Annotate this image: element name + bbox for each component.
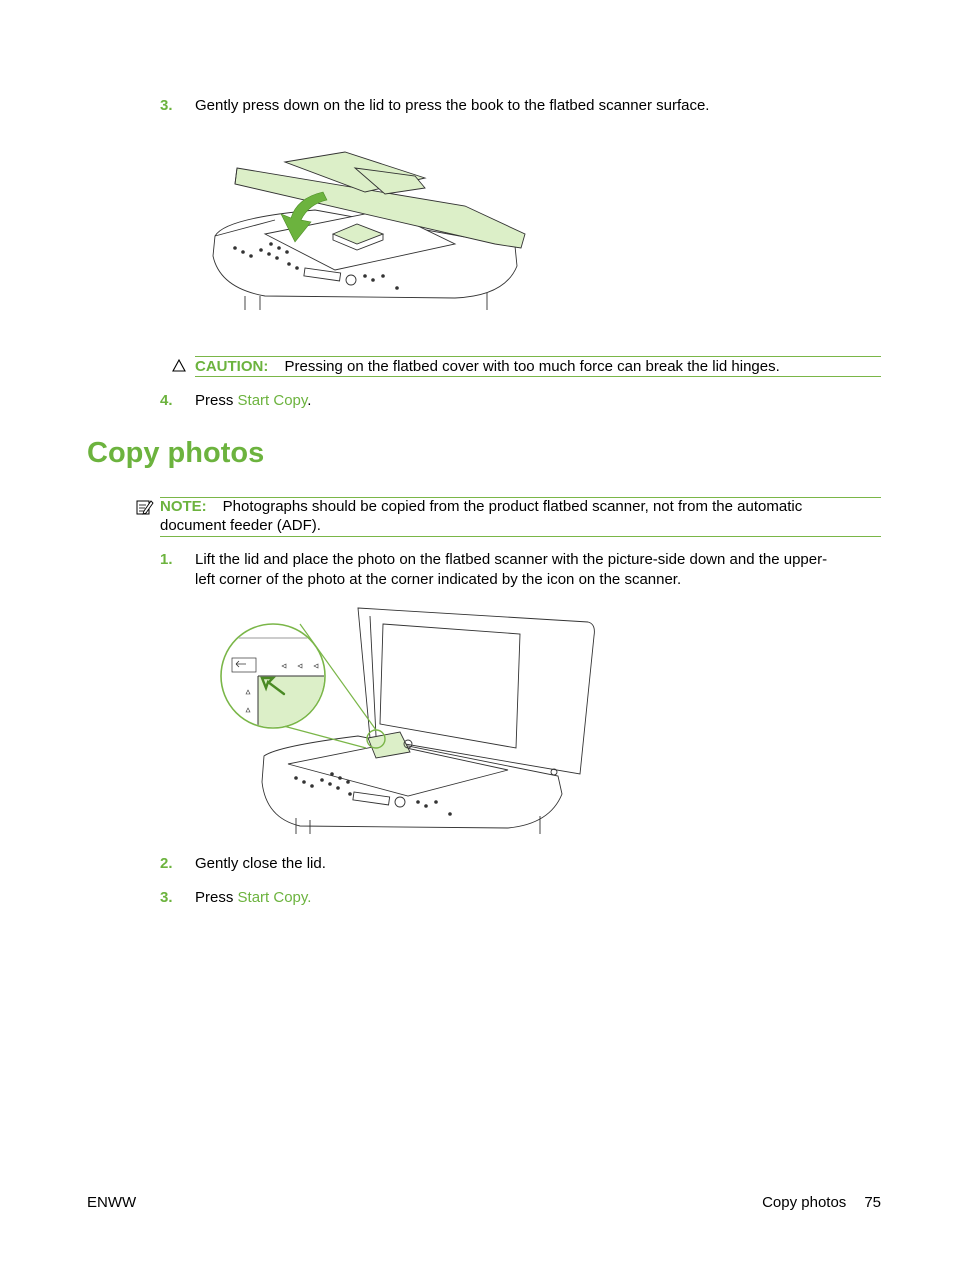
step-text-after: . xyxy=(307,392,312,409)
note-text-1: Photographs should be copied from the product flatbed scanner, not from the automatic xyxy=(222,498,803,515)
section-title: Copy photos xyxy=(87,437,265,469)
caution-triangle-icon xyxy=(172,359,186,372)
step-number: 4. xyxy=(160,392,173,409)
scanner-open-photo-illustration xyxy=(218,606,598,836)
zoom-callout-icon xyxy=(221,624,385,748)
step-number: 1. xyxy=(160,551,173,568)
step-text-line-2: left corner of the photo at the corner indicated by the icon on the scanner. xyxy=(195,571,682,588)
step-text: Gently close the lid. xyxy=(195,855,326,872)
footer-left: ENWW xyxy=(87,1194,137,1211)
start-copy-link: Start Copy xyxy=(237,392,308,409)
step-text: Gently press down on the lid to press the book to the flatbed scanner surface. xyxy=(195,97,710,114)
step-text-before: Press xyxy=(195,889,238,906)
step-text-line-1: Lift the lid and place the photo on the flatbed scanner with the picture-side down and the upper- xyxy=(195,551,828,568)
footer-section: Copy photos xyxy=(762,1194,847,1211)
start-copy-link: Start Copy. xyxy=(237,889,312,906)
caution-text: Pressing on the flatbed cover with too much force can break the lid hinges. xyxy=(284,358,780,375)
note-text-2: document feeder (ADF). xyxy=(160,517,321,534)
step-text xyxy=(195,391,311,411)
step-text-before: Press xyxy=(195,392,238,409)
footer-right xyxy=(762,1193,881,1213)
caution-bottom-rule xyxy=(195,376,881,377)
note-label: NOTE: xyxy=(160,498,207,515)
note-pencil-icon xyxy=(136,499,154,516)
note-line-1 xyxy=(160,497,881,516)
page-number: 75 xyxy=(864,1194,881,1211)
step-number: 2. xyxy=(160,855,173,872)
step-text xyxy=(195,888,311,908)
note-bottom-rule xyxy=(160,536,881,537)
step-number: 3. xyxy=(160,97,173,114)
scanner-lid-press-illustration xyxy=(205,148,535,316)
caution-label: CAUTION: xyxy=(195,358,269,375)
step-number: 3. xyxy=(160,889,173,906)
caution-block xyxy=(195,357,780,377)
note-block xyxy=(160,497,881,535)
